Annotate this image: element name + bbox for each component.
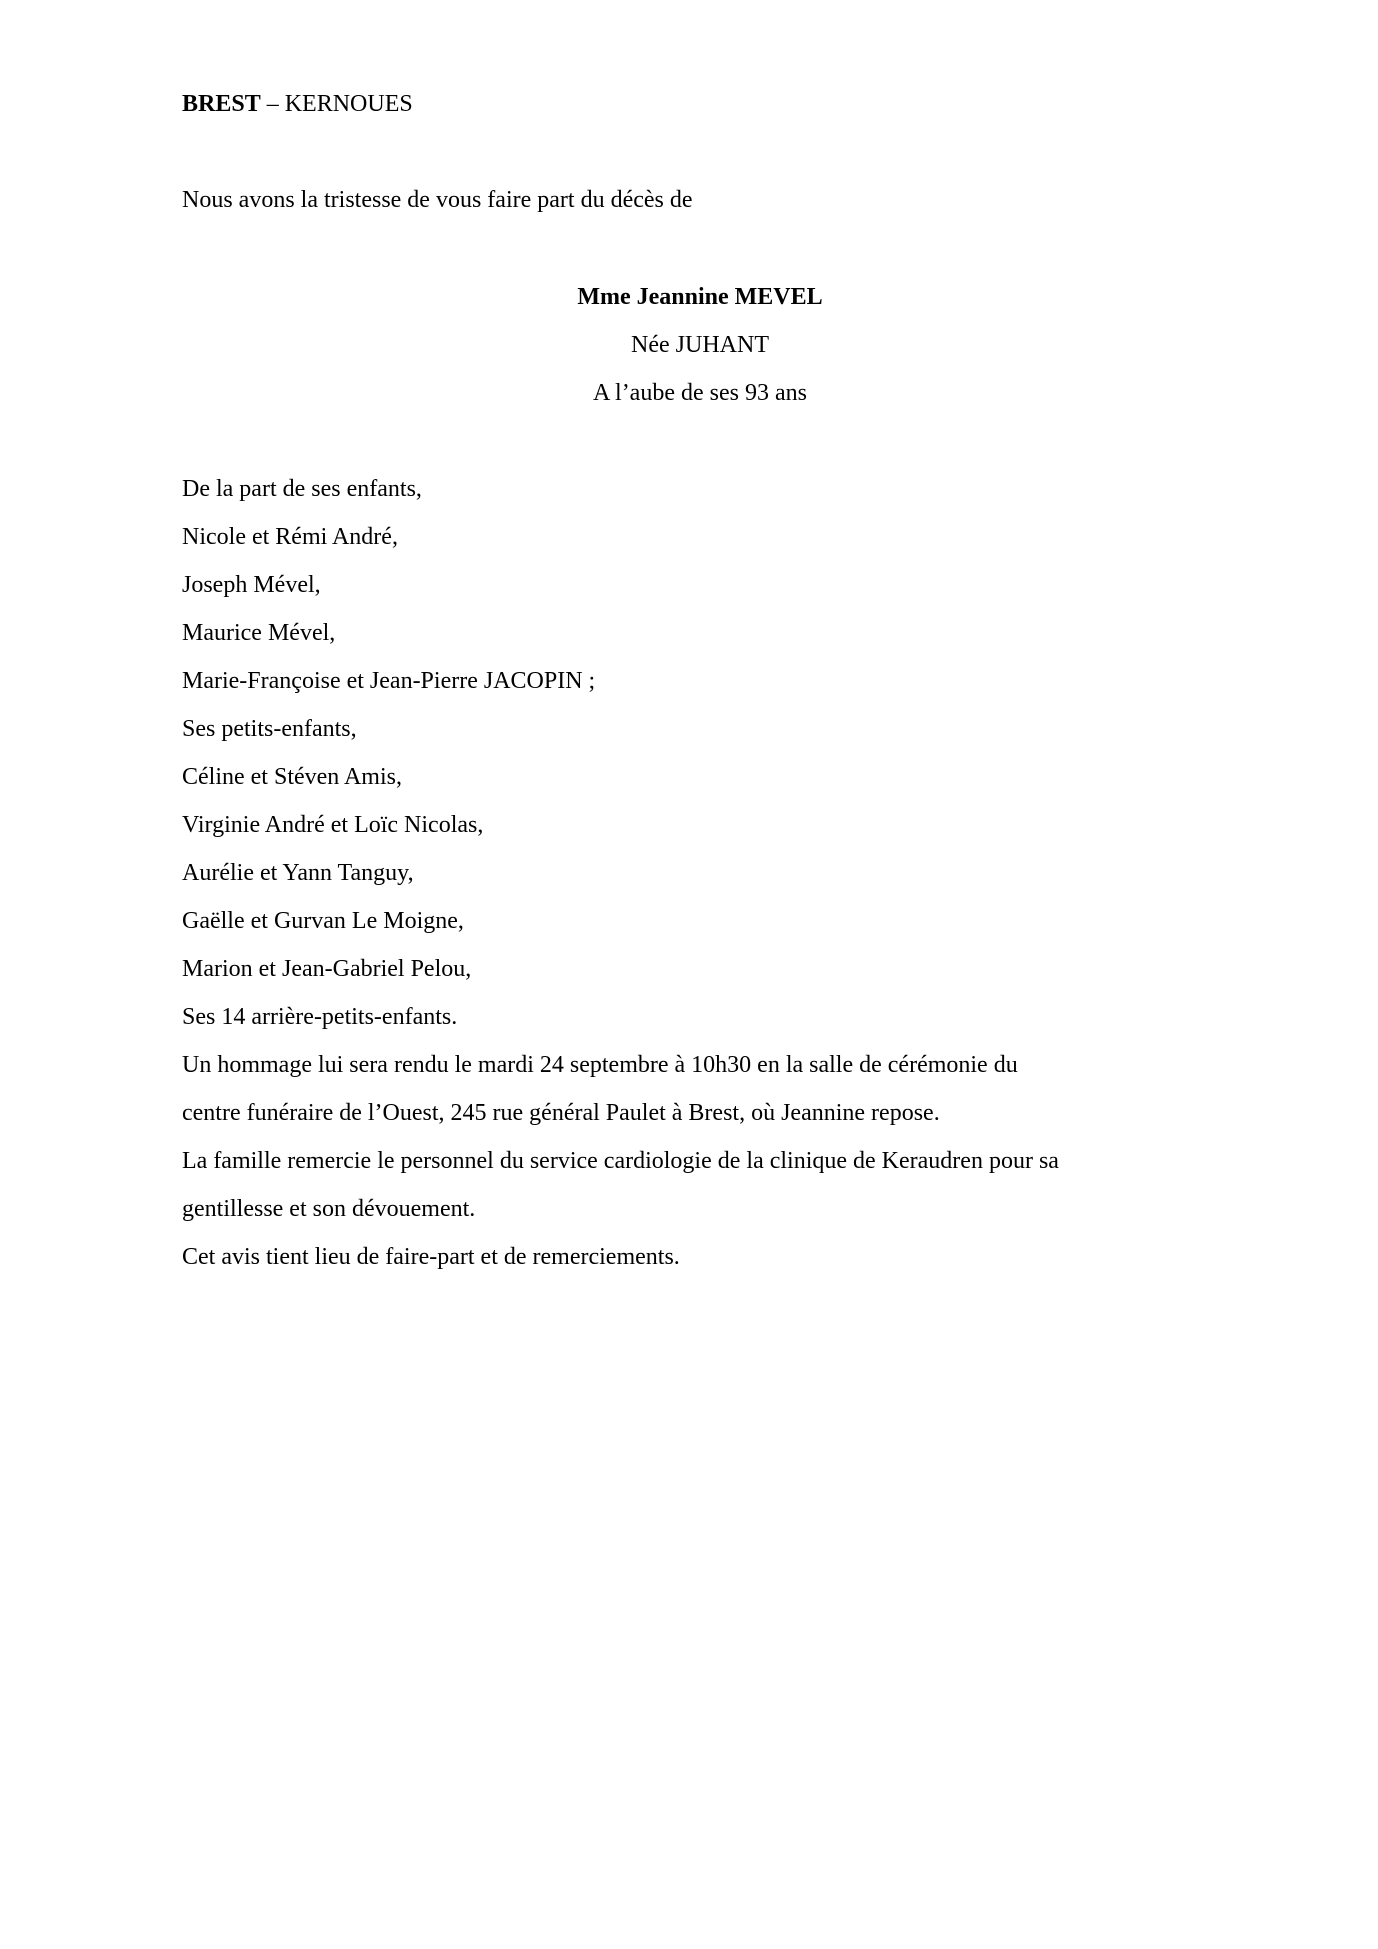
grandchild-entry: Marion et Jean-Gabriel Pelou, xyxy=(182,956,472,982)
child-entry: Joseph Mével, xyxy=(182,572,321,598)
deceased-maiden-name: Née JUHANT xyxy=(631,332,769,358)
grandchild-entry: Céline et Stéven Amis, xyxy=(182,764,402,790)
child-entry: Marie-Françoise et Jean-Pierre JACOPIN ; xyxy=(182,668,596,694)
deceased-name: Mme Jeannine MEVEL xyxy=(577,284,823,310)
header-locality: KERNOUES xyxy=(284,91,413,117)
thanks-line-1: La famille remercie le personnel du service cardiologie de la clinique de Keraudren pour sa xyxy=(182,1148,1059,1174)
grandchild-entry: Virginie André et Loïc Nicolas, xyxy=(182,812,484,838)
closing-text: Cet avis tient lieu de faire-part et de remerciements. xyxy=(182,1244,680,1270)
thanks-line-2: gentillesse et son dévouement. xyxy=(182,1196,476,1222)
ceremony-line-1: Un hommage lui sera rendu le mardi 24 septembre à 10h30 en la salle de cérémonie du xyxy=(182,1052,1018,1078)
child-entry: Nicole et Rémi André, xyxy=(182,524,398,550)
ceremony-line-2: centre funéraire de l’Ouest, 245 rue général Paulet à Brest, où Jeannine repose. xyxy=(182,1100,940,1126)
grandchildren-intro: Ses petits-enfants, xyxy=(182,716,357,742)
children-intro: De la part de ses enfants, xyxy=(182,476,422,502)
deceased-age: A l’aube de ses 93 ans xyxy=(593,380,807,406)
intro-text: Nous avons la tristesse de vous faire part du décès de xyxy=(182,187,693,213)
header-separator: – xyxy=(260,91,285,117)
child-entry: Maurice Mével, xyxy=(182,620,336,646)
header-city: BREST xyxy=(182,91,261,117)
grandchild-entry: Aurélie et Yann Tanguy, xyxy=(182,860,414,886)
great-grandchildren: Ses 14 arrière-petits-enfants. xyxy=(182,1004,458,1030)
grandchild-entry: Gaëlle et Gurvan Le Moigne, xyxy=(182,908,464,934)
header-location xyxy=(182,89,413,119)
